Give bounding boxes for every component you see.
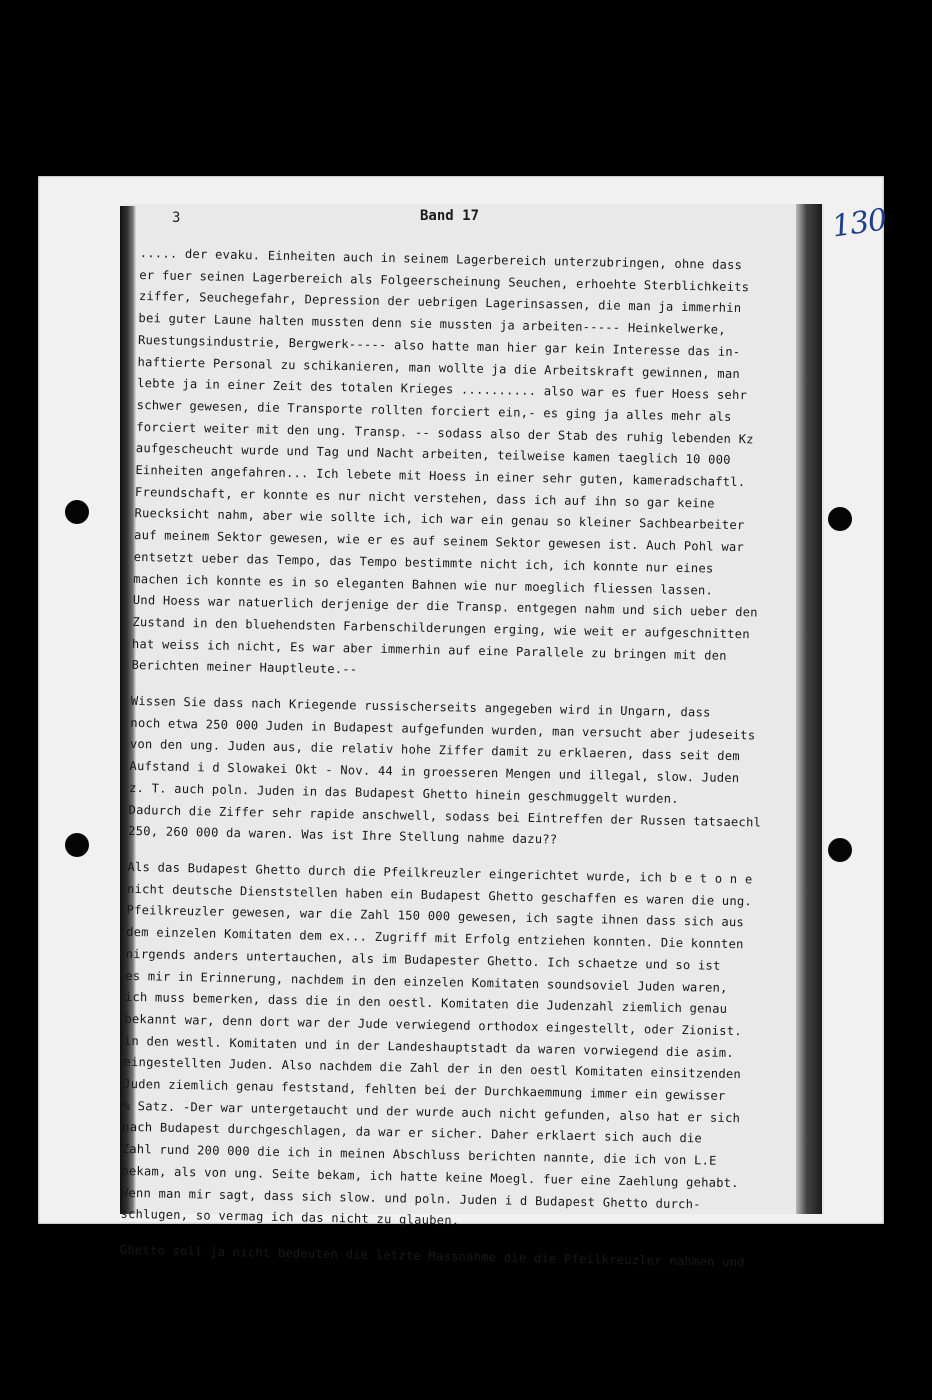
text-line: Und Hoess war natuerlich derjenige der die Transp. entgegen nahm und sich ueber den	[132, 593, 758, 620]
text-line: nicht deutsche Dienststellen haben ein Budapest Ghetto geschaffen es waren die ung.	[126, 881, 753, 909]
paragraph	[120, 857, 795, 1239]
text-line: hat weiss ich nicht, Es war aber immerhin auf eine Parallele zu bringen mit den	[131, 636, 727, 663]
text-line: von den ung. Juden aus, die relativ hohe Ziffer damit zu erklaeren, dass seit dem	[129, 737, 740, 764]
page-header: Band 17	[420, 208, 480, 224]
handwritten-folio-number: 130	[829, 202, 889, 245]
punch-hole-left-top	[65, 500, 89, 524]
text-line: lebte ja in einer Zeit des totalen Krieges .......... also war es fuer Hoess sehr	[137, 376, 748, 403]
text-line: haftierte Personal zu schikanieren, man wollte ja die Arbeitskraft gewinnen, man	[137, 354, 741, 381]
text-line: z. T. auch poln. Juden in das Budapest Ghetto hinein geschmuggelt wurden.	[128, 780, 679, 806]
text-line: Als das Budapest Ghetto durch die Pfeilkreuzler eingerichtet wurde, ich b e t o n e	[127, 859, 753, 887]
text-line: schlugen, so vermag ich das nicht zu glauben.	[120, 1207, 460, 1228]
text-line: nach Budapest durchgeschlagen, da war er sicher. Daher erklaert sich auch die	[122, 1120, 703, 1146]
text-line: es mir in Erinnerung, nachdem in den einzelen Komitaten soundsoviel Juden waren,	[125, 968, 728, 995]
text-line: machen ich konnte es in so eleganten Bahnen wie nur moeglich fliessen lassen.	[133, 571, 714, 598]
punch-hole-right-top	[828, 507, 852, 531]
text-line: forciert weiter mit den ung. Transp. -- sodass also der Stab des ruhig lebenden Kz	[136, 419, 754, 446]
text-line: ich muss bemerken, dass die in den oestl. Komitaten die Judenzahl ziemlich genau	[124, 990, 728, 1017]
paragraph	[131, 243, 808, 690]
text-line: Pfeilkreuzler gewesen, war die Zahl 150 000 gewesen, ich sagte ihnen dass sich aus	[126, 903, 745, 930]
page-number: 3	[172, 210, 181, 226]
punch-hole-right-bottom	[828, 838, 852, 862]
transcript-body	[119, 243, 808, 1289]
text-line: % Satz. -Der war untergetaucht und der wurde auch nicht gefunden, also hat er sich	[122, 1098, 741, 1125]
text-line: auf meinem Sektor gewesen, wie er es auf seinem Sektor gewesen ist. Auch Pohl war	[133, 528, 745, 555]
text-line: er fuer seinen Lagerbereich als Folgeerscheinung Seuchen, erhoehte Sterblichkeits	[139, 267, 750, 294]
text-line: Freundschaft, er konnte es nur nicht verstehen, dass ich auf ihn so gar keine	[134, 484, 715, 511]
text-line: Einheiten angefahren... Ich lebete mit Hoess in einer sehr guten, kameradschaftl.	[135, 462, 746, 490]
text-line: Wissen Sie dass nach Kriegende russischerseits angegeben wird in Ungarn, dass	[130, 693, 711, 720]
text-line: Wenn man mir sagt, dass sich slow. und poln. Juden i d Budapest Ghetto durch-	[120, 1185, 701, 1211]
text-line: Aufstand i d Slowakei Okt - Nov. 44 in groesseren Mengen und illegal, slow. Juden	[129, 759, 740, 786]
text-line: dem einzelen Komitaten dem ex... Zugriff mit Erfolg entziehen konnten. Die konnten	[126, 924, 744, 952]
text-line: bekam, als von ung. Seite bekam, ich hatte keine Moegl. fuer eine Zaehlung gehabt.	[121, 1163, 739, 1191]
text-line: Zustand in den bluehendsten Farbenschilderungen erging, wie weit er aufgeschnitten	[132, 614, 750, 642]
text-line: in den westl. Komitaten und in der Landeshauptstadt da waren vorwiegend die asim.	[123, 1033, 735, 1060]
text-line: Ghetto soll ja nicht bedeuten die letzte Massnahme die die Pfeilkreuzler nahmen und	[119, 1242, 745, 1270]
text-line: nirgends anders untertauchen, als im Budapester Ghetto. Ich schaetze und so ist	[125, 946, 721, 973]
text-line: Ruestungsindustrie, Bergwerk----- also hatte man hier gar kein Interesse das in-	[137, 332, 741, 359]
text-line: entsetzt ueber das Tempo, das Tempo bestimmte nicht ich, ich konnte nur eines	[133, 549, 714, 576]
text-line: Zahl rund 200 000 die ich in meinen Abschluss berichten nannte, die ich von L.E	[121, 1141, 717, 1168]
text-line: Ruecksicht nahm, aber wie sollte ich, ich war ein genau so kleiner Sachbearbeiter	[134, 506, 745, 533]
text-line: eingestellten Juden. Also nachdem die Zahl der in den oestl Komitaten einsitzenden	[123, 1055, 742, 1082]
text-line: bekannt war, denn dort war der Jude verwiegend orthodox eingestellt, oder Zionist.	[124, 1011, 742, 1039]
text-line: aufgescheucht wurde und Tag und Nacht arbeiten, teilweise kamen taeglich 10 000	[135, 441, 731, 468]
text-line: schwer gewesen, die Transporte rollten forciert ein,- es ging ja alles mehr als	[136, 397, 732, 424]
text-line: Juden ziemlich genau feststand, fehlten bei der Durchkaemmung immer ein gewisser	[122, 1076, 726, 1103]
text-line: ziffer, Seuchegefahr, Depression der uebrigen Lagerinsassen, die man ja immerhin	[138, 289, 742, 316]
text-line: ..... der evaku. Einheiten auch in seinem Lagerbereich unterzubringen, ohne dass	[139, 245, 743, 273]
text-line: Berichten meiner Hauptleute.--	[131, 658, 358, 677]
punch-hole-left-bottom	[65, 833, 89, 857]
text-line: noch etwa 250 000 Juden in Budapest aufgefunden wurden, man versucht aber judeseits	[130, 715, 756, 743]
paragraph	[128, 691, 799, 856]
paragraph	[120, 1240, 788, 1275]
text-line: bei guter Laune halten mussten denn sie mussten ja arbeiten----- Heinkelwerke,	[138, 311, 726, 337]
text-line: Dadurch die Ziffer sehr rapide anschwell, sodass bei Eintreffen der Russen tatsaechl	[128, 802, 762, 830]
text-line: 250, 260 000 da waren. Was ist Ihre Stellung nahme dazu??	[128, 824, 558, 847]
